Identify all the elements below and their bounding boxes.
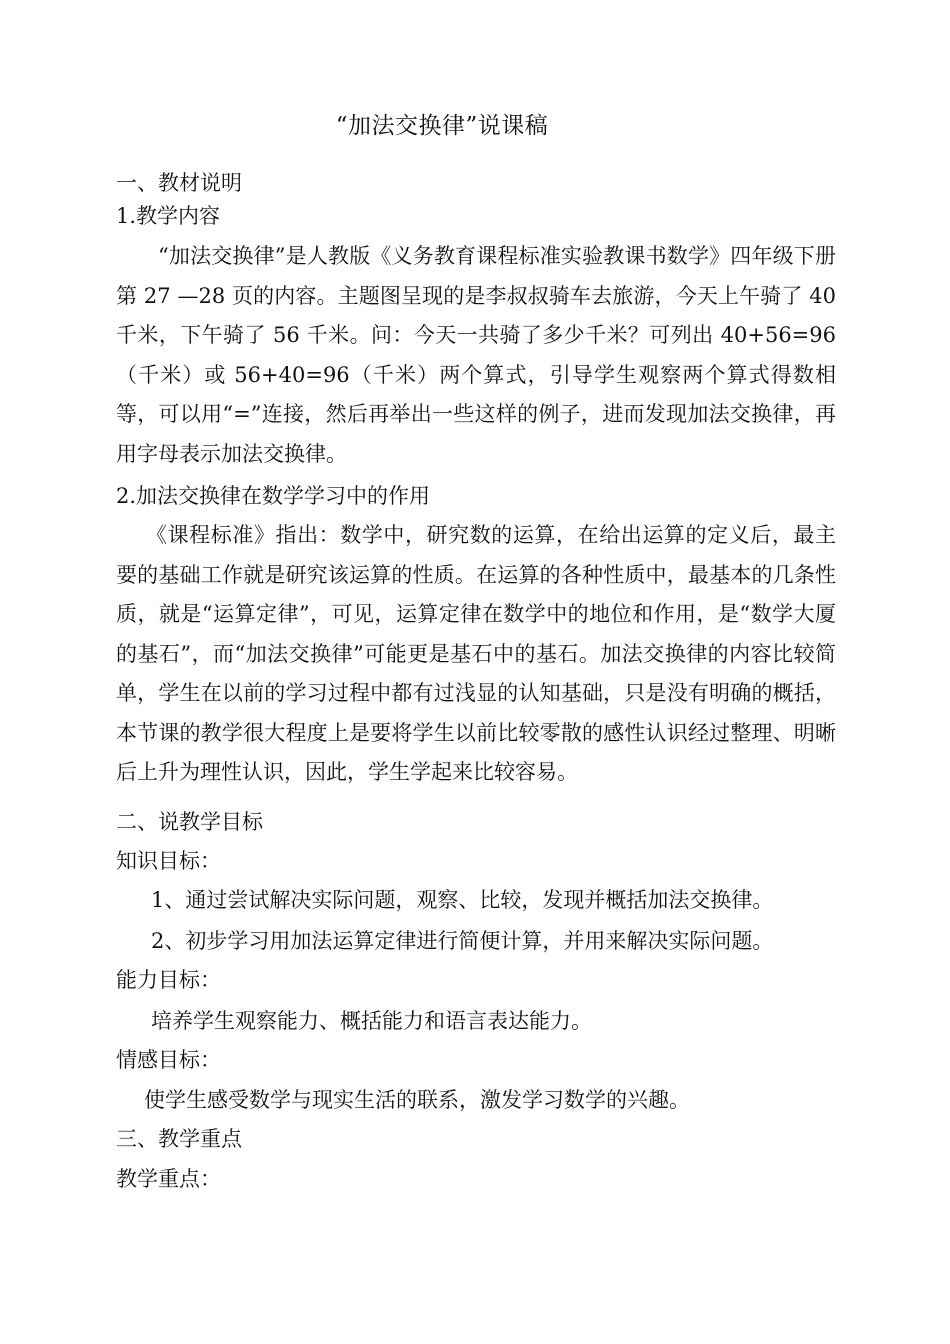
knowledge-goal-label: 知识目标： bbox=[116, 849, 221, 873]
section-2-heading: 二、说教学目标 bbox=[116, 810, 263, 834]
role-paragraph: 《课程标准》指出：数学中，研究数的运算，在给出运算的定义后，最主要的基础工作就是研究该运算的性质。在运算的各种性质中，最基本的几条性质，就是“运算定律”，可见，运算定律在数学中的地位和作用，是“数学大厦的基石”，而“加法交换律”可能更是基石中的基石。加法交换律的内容比较简单，学生在以前的学习过程中都有过浅显的认知基础，只是没有明确的概括，本节课的教学很大程度上是要将学生以前比较零散的感性认识经过整理、明晰后上升为理性认识，因此，学生学起来比较容易。 bbox=[116, 523, 836, 784]
emotion-goal-text: 使学生感受数学与现实生活的联系，激发学习数学的兴趣。 bbox=[144, 1088, 690, 1112]
ability-goal-label: 能力目标： bbox=[116, 968, 221, 992]
key-point-label: 教学重点： bbox=[116, 1167, 221, 1191]
section-1-2-heading: 2.加法交换律在数学学习中的作用 bbox=[116, 484, 431, 508]
section-1-1-heading: 1.教学内容 bbox=[116, 204, 221, 228]
document-title: “加法交换律”说课稿 bbox=[335, 113, 549, 139]
emotion-goal-label: 情感目标： bbox=[116, 1048, 221, 1072]
teaching-content-paragraph: “加法交换律”是人教版《义务教育课程标准实验教课书数学》四年级下册第 27 —28 页的内容。主题图呈现的是李叔叔骑车去旅游，今天上午骑了 40 千米，下午骑了 56 千米。问：今天一共骑了多少千米？可列出 40+56=96（千米）或 56+40=96（千米）两个算式，引导学生观察两个算式得数相等，可以用“=”连接，然后再举出一些这样的例子，进而发现加法交换律，再用字母表示加法交换律。 bbox=[116, 244, 836, 466]
ability-goal-text: 培养学生观察能力、概括能力和语言表达能力。 bbox=[151, 1009, 592, 1033]
knowledge-goal-item-1: 1、通过尝试解决实际问题，观察、比较，发现并概括加法交换律。 bbox=[151, 888, 774, 912]
section-1-heading: 一、教材说明 bbox=[116, 171, 242, 195]
knowledge-goal-item-2: 2、初步学习用加法运算定律进行简便计算，并用来解决实际问题。 bbox=[151, 929, 774, 953]
section-3-heading: 三、教学重点 bbox=[116, 1127, 242, 1151]
